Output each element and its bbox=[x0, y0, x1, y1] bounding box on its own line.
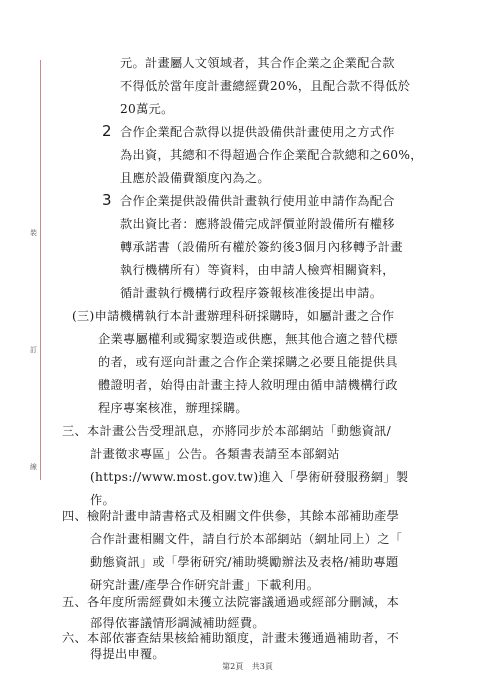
text-line: 程序專案核准，辦理採購。 bbox=[98, 401, 248, 415]
text-line: 循計畫執行機構行政程序簽報核准後提出申請。 bbox=[120, 286, 383, 300]
text-line: 執行機構所有）等資料，由申請人檢齊相關資料， bbox=[120, 263, 395, 277]
text-line: 合作企業配合款得以提供設備供計畫使用之方式作 bbox=[120, 125, 395, 139]
item-number: 3 bbox=[102, 191, 112, 209]
text-line: 合作企業提供設備供計畫執行使用並申請作為配合 bbox=[120, 194, 395, 208]
text-line: 且應於設備費額度內為之。 bbox=[120, 171, 270, 185]
text-line: 五、各年度所需經費如未獲立法院審議通過或經部分刪減，本 bbox=[62, 595, 400, 609]
item-number: 2 bbox=[102, 122, 112, 140]
text-line: 三、本計畫公告受理訊息，亦將同步於本部網站「動態資訊/ bbox=[62, 424, 392, 438]
text-line: 企業專屬權利或獨家製造或供應，無其他合適之替代標 bbox=[98, 332, 398, 346]
page-number: 第2頁 bbox=[222, 662, 244, 671]
text-line: 體證明者，始得由計畫主持人敘明理由循申請機構行政 bbox=[98, 378, 398, 392]
text-line: 六、本部依審查結果核給補助額度，計畫未獲通過補助者，不 bbox=[62, 631, 400, 645]
page-total: 共3頁 bbox=[251, 662, 273, 671]
text-line: (三)申請機構執行本計畫辦理科研採購時，如屬計畫之合作 bbox=[72, 309, 395, 323]
binding-line bbox=[40, 60, 41, 480]
text-line: 動態資訊」或「學術研究/補助獎勵辦法及表格/補助專題 bbox=[90, 555, 399, 569]
binding-mark-xian: 線 bbox=[30, 463, 37, 471]
text-line: (https://www.most.gov.tw)進入「學術研發服務網」製 bbox=[90, 470, 409, 484]
text-line: 四、檢附計畫申請書格式及相關文件供參，其餘本部補助產學 bbox=[62, 509, 400, 523]
binding-mark-zhuang: 裝 bbox=[30, 229, 37, 237]
text-line: 20萬元。 bbox=[120, 102, 174, 116]
text-line: 部得依審議情形調減補助經費。 bbox=[90, 616, 265, 630]
text-line: 元。計畫屬人文領域者，其合作企業之企業配合款 bbox=[120, 56, 395, 70]
text-line: 款出資比者：應將設備完成評價並附設備所有權移 bbox=[120, 217, 395, 231]
text-line: 作。 bbox=[90, 493, 115, 507]
text-line: 得提出申覆。 bbox=[90, 647, 165, 661]
text-line: 研究計畫/產學合作研究計畫」下載利用。 bbox=[90, 578, 320, 592]
text-line: 轉承諾書（設備所有權於簽約後3個月內移轉予計畫 bbox=[120, 240, 403, 254]
text-line: 為出資，其總和不得超過合作企業配合款總和之60%， bbox=[120, 148, 423, 162]
text-line: 不得低於當年度計畫總經費20%，且配合款不得低於 bbox=[120, 79, 411, 93]
page-footer bbox=[0, 661, 495, 672]
text-line: 的者，或有逕向計畫之合作企業採購之必要且能提供具 bbox=[98, 355, 398, 369]
text-line: 計畫徵求專區」公告。各類書表請至本部網站 bbox=[90, 447, 340, 461]
binding-mark-ding: 訂 bbox=[30, 346, 37, 354]
text-line: 合作計畫相關文件，請自行於本部網站（網址同上）之「 bbox=[90, 532, 403, 546]
